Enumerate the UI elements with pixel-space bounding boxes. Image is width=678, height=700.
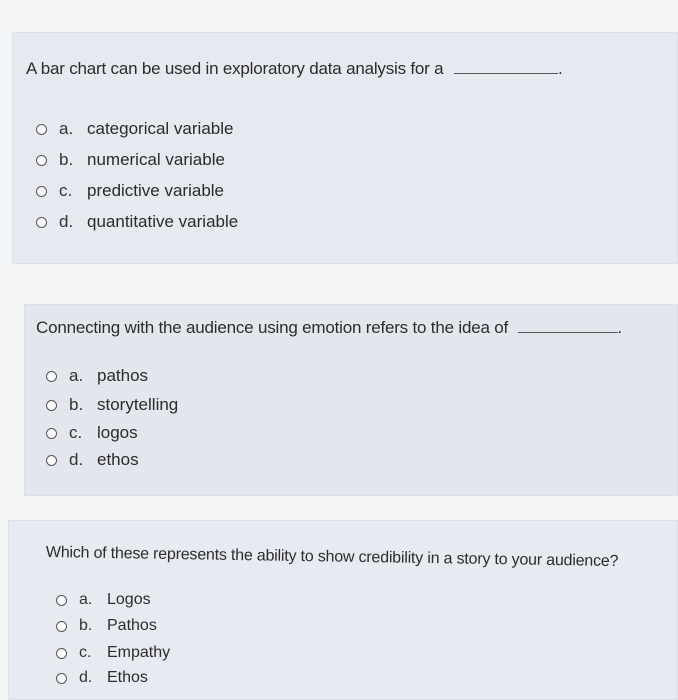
- radio-button[interactable]: [56, 673, 67, 684]
- question-2-text: Connecting with the audience using emotion refers to the idea of .: [36, 318, 623, 337]
- option-2b[interactable]: b. storytelling: [46, 395, 178, 415]
- radio-button[interactable]: [46, 455, 57, 466]
- option-1a[interactable]: a. categorical variable: [36, 119, 233, 139]
- radio-button[interactable]: [36, 155, 47, 166]
- option-1c[interactable]: c. predictive variable: [36, 181, 224, 201]
- option-3d[interactable]: d. Ethos: [56, 669, 148, 687]
- radio-button[interactable]: [36, 186, 47, 197]
- option-1b[interactable]: b. numerical variable: [36, 150, 225, 170]
- option-2d[interactable]: d. ethos: [46, 450, 139, 470]
- radio-button[interactable]: [46, 428, 57, 439]
- option-3b[interactable]: b. Pathos: [56, 617, 157, 635]
- answer-blank: [518, 318, 618, 333]
- answer-blank: [454, 59, 558, 74]
- option-3a[interactable]: a. Logos: [56, 591, 151, 609]
- question-1-text: A bar chart can be used in exploratory data analysis for a .: [26, 59, 563, 78]
- radio-button[interactable]: [36, 217, 47, 228]
- radio-button[interactable]: [46, 400, 57, 411]
- option-3c[interactable]: c. Empathy: [56, 644, 170, 662]
- radio-button[interactable]: [36, 124, 47, 135]
- question-3-text: Which of these represents the ability to show credibility in a story to your audience?: [45, 544, 619, 570]
- option-1d[interactable]: d. quantitative variable: [36, 212, 238, 232]
- radio-button[interactable]: [56, 621, 67, 632]
- radio-button[interactable]: [56, 595, 67, 606]
- radio-button[interactable]: [46, 371, 57, 382]
- radio-button[interactable]: [56, 648, 67, 659]
- option-2a[interactable]: a. pathos: [46, 366, 148, 386]
- option-2c[interactable]: c. logos: [46, 423, 138, 443]
